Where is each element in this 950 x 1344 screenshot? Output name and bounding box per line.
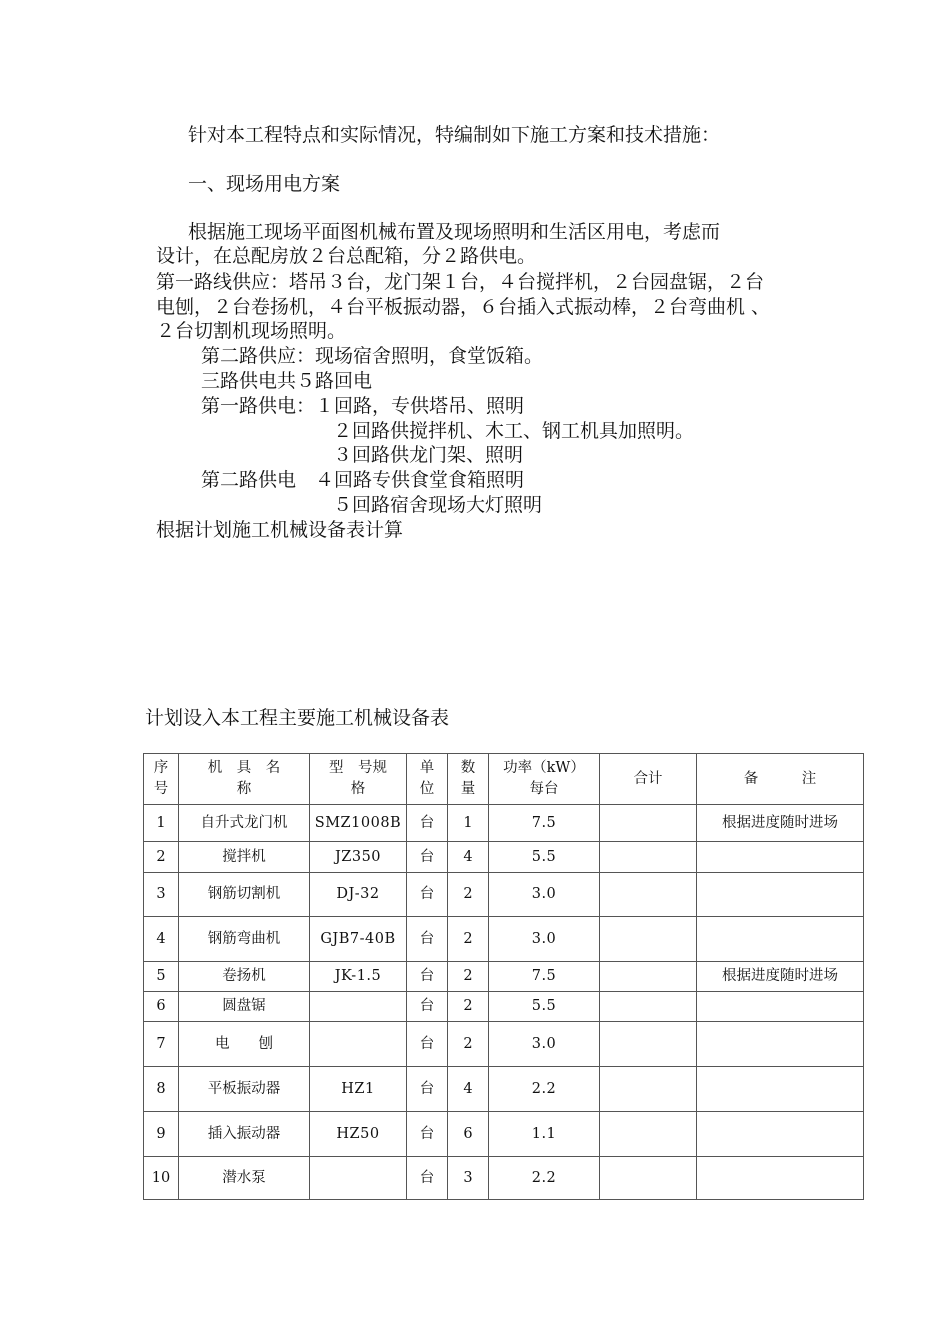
cell-total	[600, 805, 697, 842]
section-heading: 一、现场用电方案	[188, 173, 341, 195]
cell-model: GJB7-40B	[310, 917, 407, 962]
cell-total	[600, 917, 697, 962]
paragraph-line: 根据计划施工机械设备表计算	[156, 519, 404, 541]
cell-name: 钢筋弯曲机	[179, 917, 310, 962]
cell-remark	[697, 1112, 864, 1157]
cell-qty: 3	[448, 1157, 489, 1200]
cell-power: 7.5	[489, 962, 600, 992]
paragraph-line: 第一路线供应：塔吊３台，龙门架１台，４台搅拌机，２台园盘锯，２台	[156, 271, 765, 293]
paragraph-line: 第一路供电：１回路，专供塔吊、照明	[201, 395, 525, 417]
cell-qty: 2	[448, 917, 489, 962]
header-model: 型 号规 格	[310, 754, 407, 805]
cell-unit: 台	[407, 962, 448, 992]
cell-power: 2.2	[489, 1067, 600, 1112]
cell-name: 钢筋切割机	[179, 873, 310, 917]
paragraph-line: 第二路供应：现场宿舍照明，食堂饭箱。	[201, 345, 544, 367]
cell-qty: 4	[448, 1067, 489, 1112]
cell-remark: 根据进度随时进场	[697, 805, 864, 842]
cell-seq: 1	[144, 805, 179, 842]
header-power: 功率（kW） 每台	[489, 754, 600, 805]
cell-total	[600, 1112, 697, 1157]
cell-unit: 台	[407, 805, 448, 842]
cell-model	[310, 992, 407, 1022]
paragraph-line: 设计，在总配房放２台总配箱，分２路供电。	[156, 245, 537, 267]
cell-name: 自升式龙门机	[179, 805, 310, 842]
table-row	[144, 805, 864, 842]
header-total: 合计	[600, 754, 697, 805]
cell-name: 平板振动器	[179, 1067, 310, 1112]
paragraph-line: ５回路宿舍现场大灯照明	[333, 494, 543, 516]
cell-qty: 4	[448, 842, 489, 873]
cell-model	[310, 1157, 407, 1200]
cell-total	[600, 1067, 697, 1112]
cell-name: 潜水泵	[179, 1157, 310, 1200]
paragraph-line: ２回路供搅拌机、木工、钢工机具加照明。	[333, 420, 695, 442]
cell-seq: 2	[144, 842, 179, 873]
cell-total	[600, 1022, 697, 1067]
cell-remark	[697, 917, 864, 962]
table-title: 计划设入本工程主要施工机械设备表	[145, 707, 450, 729]
paragraph-line: ３回路供龙门架、照明	[333, 444, 524, 466]
cell-model	[310, 1022, 407, 1067]
cell-power: 3.0	[489, 873, 600, 917]
cell-power: 5.5	[489, 842, 600, 873]
cell-seq: 5	[144, 962, 179, 992]
cell-unit: 台	[407, 1157, 448, 1200]
table-row	[144, 1022, 864, 1067]
cell-remark	[697, 1067, 864, 1112]
header-seq: 序 号	[144, 754, 179, 805]
cell-qty: 2	[448, 873, 489, 917]
cell-seq: 4	[144, 917, 179, 962]
cell-power: 3.0	[489, 917, 600, 962]
cell-total	[600, 873, 697, 917]
cell-total	[600, 962, 697, 992]
table-row	[144, 873, 864, 917]
cell-qty: 2	[448, 1022, 489, 1067]
cell-remark	[697, 992, 864, 1022]
cell-unit: 台	[407, 1067, 448, 1112]
cell-model: SMZ1008B	[310, 805, 407, 842]
cell-total	[600, 842, 697, 873]
cell-unit: 台	[407, 873, 448, 917]
cell-remark	[697, 842, 864, 873]
cell-unit: 台	[407, 917, 448, 962]
cell-total	[600, 992, 697, 1022]
cell-power: 7.5	[489, 805, 600, 842]
cell-name: 搅拌机	[179, 842, 310, 873]
cell-model: HZ50	[310, 1112, 407, 1157]
cell-qty: 2	[448, 992, 489, 1022]
cell-seq: 10	[144, 1157, 179, 1200]
cell-unit: 台	[407, 1022, 448, 1067]
cell-model: HZ1	[310, 1067, 407, 1112]
cell-model: JK-1.5	[310, 962, 407, 992]
cell-seq: 6	[144, 992, 179, 1022]
cell-power: 1.1	[489, 1112, 600, 1157]
cell-remark	[697, 1157, 864, 1200]
cell-qty: 1	[448, 805, 489, 842]
cell-unit: 台	[407, 1112, 448, 1157]
cell-power: 2.2	[489, 1157, 600, 1200]
cell-seq: 3	[144, 873, 179, 917]
cell-model: JZ350	[310, 842, 407, 873]
cell-unit: 台	[407, 842, 448, 873]
header-name: 机 具 名 称	[179, 754, 310, 805]
cell-seq: 9	[144, 1112, 179, 1157]
cell-model: DJ-32	[310, 873, 407, 917]
table-row	[144, 1067, 864, 1112]
intro-text: 针对本工程特点和实际情况，特编制如下施工方案和技术措施：	[188, 124, 721, 146]
table-row	[144, 1157, 864, 1200]
cell-seq: 8	[144, 1067, 179, 1112]
cell-qty: 6	[448, 1112, 489, 1157]
table-row	[144, 917, 864, 962]
paragraph-line: 根据施工现场平面图机械布置及现场照明和生活区用电，考虑而	[188, 221, 721, 243]
paragraph-line: 三路供电共５路回电	[201, 370, 373, 392]
header-qty: 数 量	[448, 754, 489, 805]
header-unit: 单 位	[407, 754, 448, 805]
cell-remark	[697, 873, 864, 917]
cell-total	[600, 1157, 697, 1200]
cell-remark: 根据进度随时进场	[697, 962, 864, 992]
table-header-row	[144, 754, 864, 805]
cell-unit: 台	[407, 992, 448, 1022]
cell-seq: 7	[144, 1022, 179, 1067]
cell-remark	[697, 1022, 864, 1067]
cell-name: 插入振动器	[179, 1112, 310, 1157]
cell-qty: 2	[448, 962, 489, 992]
cell-name: 卷扬机	[179, 962, 310, 992]
table-row	[144, 842, 864, 873]
cell-name: 电 刨	[179, 1022, 310, 1067]
header-remark: 备 注	[697, 754, 864, 805]
table-row	[144, 1112, 864, 1157]
cell-power: 3.0	[489, 1022, 600, 1067]
table-row	[144, 992, 864, 1022]
paragraph-line: 电刨，２台卷扬机，４台平板振动器，６台插入式振动棒，２台弯曲机 、	[156, 296, 771, 318]
cell-power: 5.5	[489, 992, 600, 1022]
paragraph-line: 第二路供电 ４回路专供食堂食箱照明	[201, 469, 525, 491]
paragraph-line: ２台切割机现场照明。	[156, 320, 347, 342]
table-row	[144, 962, 864, 992]
equipment-table	[143, 753, 864, 1200]
cell-name: 圆盘锯	[179, 992, 310, 1022]
